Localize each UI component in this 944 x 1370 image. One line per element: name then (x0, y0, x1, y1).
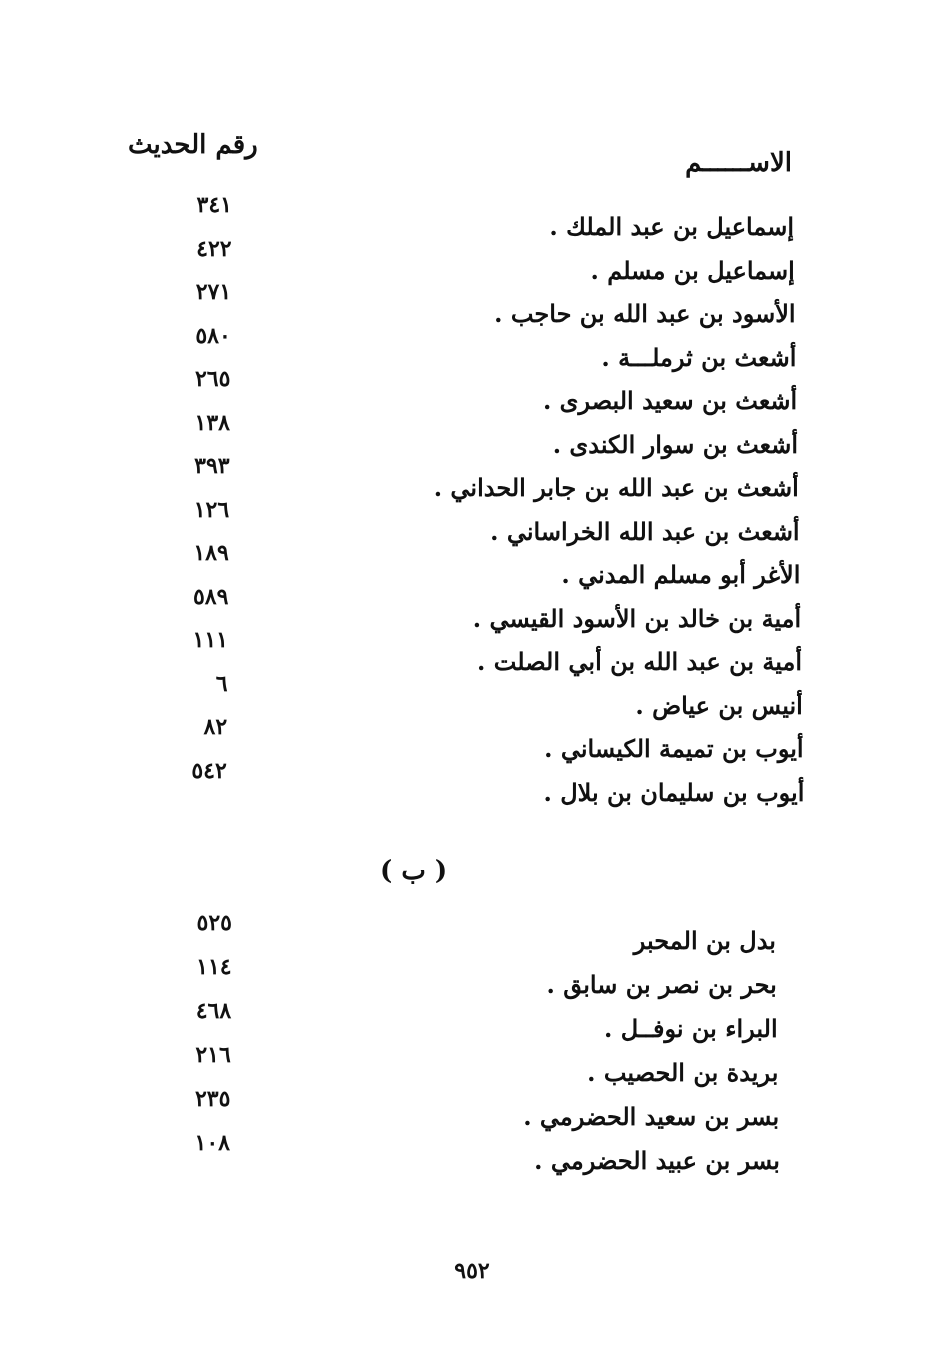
entry-hadith-number: ٢٦٥ (194, 366, 231, 392)
page-number: ٩٥٢ (454, 1258, 490, 1284)
entry-name: إسماعيل بن مسلم . (590, 255, 795, 285)
header-name: الاســــــم (685, 148, 792, 178)
entry-name: أمية بن عبد الله بن أبي الصلت . (477, 647, 802, 676)
entry-hadith-number: ٣٩٣ (194, 453, 230, 479)
entry-name: بريدة بن الحصيب . (587, 1058, 779, 1087)
entry-name: أشعث بن ثرملـــة . (601, 342, 797, 372)
entry-name: أشعث بن سعيد البصرى . (542, 386, 798, 415)
entry-name: أيوب بن تميمة الكيساني . (544, 734, 804, 763)
entry-name: بسر بن عبيد الحضرمي . (534, 1146, 780, 1175)
entry-hadith-number: ١٣٨ (194, 409, 230, 436)
entry-name: البراء بن نوفــل . (604, 1014, 778, 1043)
section-b-heading: ( ب ) (380, 856, 448, 886)
entry-name: أمية بن خالد بن الأسود القيسي . (472, 603, 802, 633)
entry-hadith-number: ٢٣٥ (194, 1086, 231, 1112)
entry-name: الأغر أبو مسلم المدني . (561, 560, 801, 589)
entry-hadith-number: ١١١ (192, 627, 228, 653)
entry-hadith-number: ٢١٦ (195, 1042, 231, 1068)
entry-hadith-number: ٥٨٠ (195, 322, 231, 349)
entry-hadith-number: ١٢٦ (193, 496, 230, 523)
entry-name: إسماعيل بن عبد الملك . (549, 212, 794, 241)
entry-name: أشعث بن عبد الله بن جابر الحداني . (433, 473, 799, 502)
entry-hadith-number: ١٠٨ (194, 1130, 230, 1156)
entry-name: أيوب بن سليمان بن بلال . (543, 777, 805, 807)
entry-hadith-number: ٥٤٢ (191, 757, 227, 784)
entry-hadith-number: ٣٤١ (196, 192, 232, 218)
entry-hadith-number: ٤٦٨ (195, 998, 232, 1024)
entry-hadith-number: ١٨٩ (193, 540, 229, 566)
entry-name: بسر بن سعيد الحضرمي . (523, 1102, 780, 1131)
entry-hadith-number: ٤٢٢ (196, 235, 232, 262)
entry-hadith-number: ١١٤ (196, 954, 232, 980)
entry-name: بدل بن المحبر (633, 926, 776, 955)
entry-hadith-number: ٨٢ (203, 714, 228, 740)
entry-name: أشعث بن عبد الله الخراساني . (490, 516, 800, 546)
entry-name: أنيس بن عياض . (635, 690, 803, 720)
entry-name: أشعث بن سوار الكندى . (552, 429, 798, 459)
entry-name: الأسود بن عبد الله بن حاجب . (494, 299, 796, 328)
entry-name: بحر بن نصر بن سابق . (546, 970, 777, 999)
entry-hadith-number: ٦ (215, 670, 228, 697)
entry-hadith-number: ٥٨٩ (192, 583, 229, 610)
entry-hadith-number: ٢٧١ (195, 279, 232, 305)
entry-hadith-number: ٥٢٥ (196, 910, 232, 936)
header-hadith-number: رقم الحديث (128, 130, 258, 160)
